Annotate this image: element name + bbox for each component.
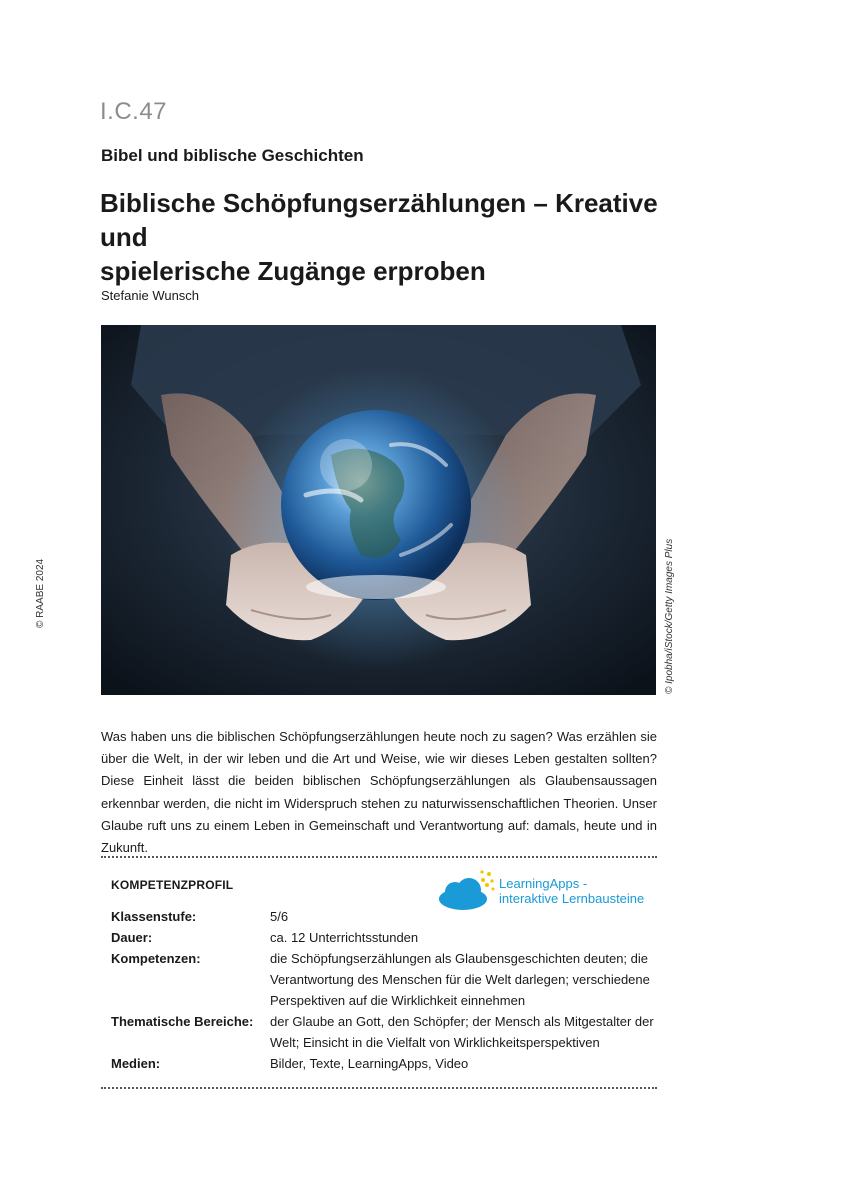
bottom-divider: [101, 1087, 657, 1089]
hero-image: [101, 325, 656, 695]
label-thematische-bereiche: Thematische Bereiche:: [111, 1014, 254, 1029]
publisher-copyright: © RAABE 2024: [35, 558, 46, 628]
label-dauer: Dauer:: [111, 930, 153, 945]
value-thematische-bereiche: der Glaube an Gott, den Schöpfer; der Mensch als Mitgestalter der Welt; Einsicht in die Vielfalt von Wirklichkeitsperspektiven: [270, 1014, 654, 1050]
learningapps-line-2: interaktive Lernbausteine: [499, 891, 645, 906]
page-title: [100, 186, 700, 288]
top-divider: [101, 856, 657, 858]
value-kompetenzen: die Schöpfungserzählungen als Glaubensgeschichten deuten; die Verantwortung des Menschen für die Welt darlegen; verschiedene Perspektiven auf die Wirklichkeit einnehmen: [270, 951, 650, 1008]
learningapps-text: [499, 876, 644, 906]
learningapps-line-1: LearningApps -: [499, 876, 588, 891]
series-title: Bibel und biblische Geschichten: [101, 146, 364, 165]
profile-heading: KOMPETENZPROFIL: [111, 878, 234, 892]
image-credit: © Ipobha/iStock/Getty Images Plus: [664, 538, 675, 694]
unit-code: I.C.47: [100, 98, 168, 125]
title-line-2: spielerische Zugänge erproben: [100, 256, 486, 286]
author: Stefanie Wunsch: [101, 288, 200, 303]
label-klassenstufe: Klassenstufe:: [111, 909, 197, 924]
value-medien: Bilder, Texte, LearningApps, Video: [270, 1056, 469, 1071]
value-klassenstufe: 5/6: [270, 909, 289, 924]
label-kompetenzen: Kompetenzen:: [111, 951, 201, 966]
label-medien: Medien:: [111, 1056, 161, 1071]
intro-paragraph: Was haben uns die biblischen Schöpfungserzählungen heute noch zu sagen? Was erzählen sie über die Welt, in der wir leben und die Art und Weise, wie wir dieses Leben gestalten sollten? Diese Einheit lässt die beiden biblischen Schöpfungserzählungen als Glaubensaussagen erkennbar werden, die nicht im Widerspruch stehen zu naturwissenschaftlichen Theorien. Unser Glaube ruft uns zu einem Leben in Gemeinschaft und Verantwortung auf: damals, heute und in Zukunft.: [101, 729, 657, 856]
value-dauer: ca. 12 Unterrichtsstunden: [270, 930, 419, 945]
title-line-1: Biblische Schöpfungserzählungen – Kreative und: [100, 188, 658, 252]
